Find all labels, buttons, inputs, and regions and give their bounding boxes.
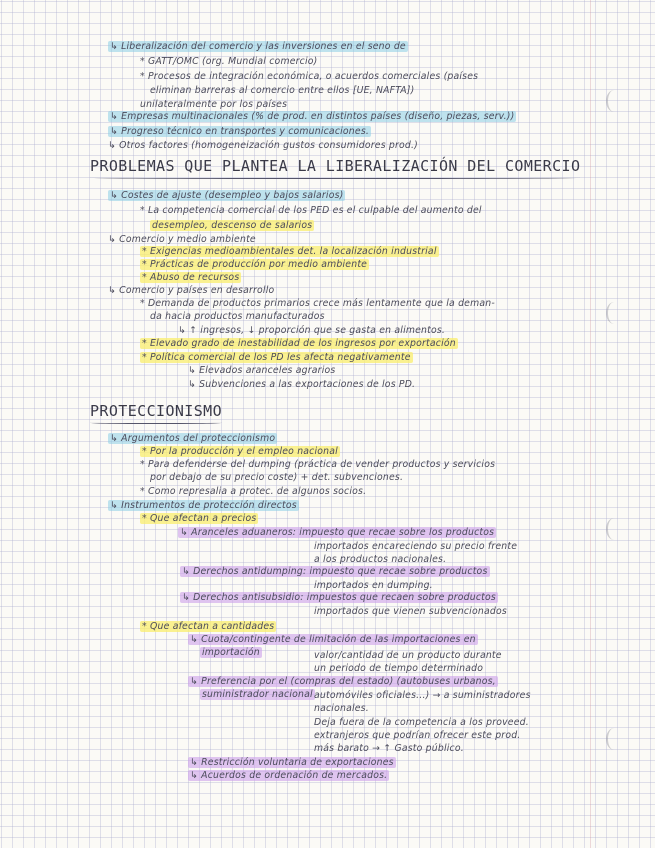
section-heading [90,403,222,419]
note-line: * Demanda de productos primarios crece más lentamente que la deman- [140,298,495,309]
note-text: desempleo, descenso de salarios [152,220,313,231]
note-line [150,220,314,231]
note-text: * Elevado grado de inestabilidad de los ingresos por exportación [142,338,456,349]
note-text: * Que afectan a precios [142,513,257,524]
note-line [188,770,389,781]
note-line [140,446,340,457]
note-line: ↳ Comercio y países en desarrollo [108,285,275,296]
note-line [140,259,369,270]
binder-hole [606,90,622,112]
note-line [140,513,258,524]
note-line: * Procesos de integración económica, o acuerdos comerciales (países [140,71,479,82]
margin-line [590,0,591,848]
note-line [140,621,276,632]
heading-underline [90,176,580,179]
note-line: da hacia productos manufacturados [150,311,325,322]
note-text: ↳ Preferencia por el (compras del estado) (autobuses urbanos, [190,676,496,687]
note-line [140,272,241,283]
note-text: ↳ Derechos antisubsidio: impuestos que recaen sobre productos [182,592,496,603]
note-text: ↳ Aranceles aduaneros: impuesto que recae sobre los productos [180,527,495,538]
note-line: a los productos nacionales. [314,554,447,565]
note-text: * Por la producción y el empleo nacional [142,446,338,457]
note-line [188,676,498,687]
note-line [140,338,458,349]
note-line: extranjeros que podrían ofrecer este prod. [314,730,521,741]
binder-hole [606,728,622,750]
note-line: eliminan barreras al comercio entre ellos [UE, NAFTA]) [150,85,415,96]
note-line: Deja fuera de la competencia a los proveed. [314,717,529,728]
heading-text: PROTECCIONISMO [90,402,223,420]
note-text: ↳ Argumentos del proteccionismo [110,433,276,444]
note-line: más barato → ↑ Gasto público. [314,743,464,754]
note-line: * La competencia comercial de los PED es el culpable del aumento del [140,205,482,216]
note-text: * Política comercial de los PD les afecta negativamente [142,352,411,363]
note-line: ↳ Progreso técnico en transportes y comunicaciones. [110,126,370,137]
note-text: * Que afectan a cantidades [142,621,275,632]
note-text: * Prácticas de producción por medio ambiente [142,259,368,270]
note-line [188,757,396,768]
heading-underline [90,421,222,424]
note-line [200,647,262,658]
note-line: ↳ Otros factores (homogeneización gustos consumidores prod.) [108,140,419,151]
note-line: importados en dumping. [314,580,433,591]
note-line: automóviles oficiales...) → a suministradores [314,690,531,701]
note-line: * GATT/OMC (org. Mundial comercio) [140,56,318,67]
note-line: * Como represalia a protec. de algunos socios. [140,486,367,497]
binder-hole [606,302,622,324]
note-text: * Exigencias medioambientales det. la localización industrial [142,246,437,257]
heading-text: PROBLEMAS QUE PLANTEA LA LIBERALIZACIÓN DEL COMERCIO [90,157,581,175]
note-text: importación [202,647,260,658]
note-line: ↳ Comercio y medio ambiente [108,234,256,245]
note-line [140,352,413,363]
note-line: unilateralmente por los países [140,99,288,110]
note-text: ↳ Instrumentos de protección directos [110,500,297,511]
note-line [180,592,498,603]
note-line: ↳ ↑ ingresos, ↓ proporción que se gasta en alimentos. [178,325,446,336]
note-line [188,634,478,645]
note-text: ↳ Cuota/contingente de limitación de las importaciones en [190,634,476,645]
note-line: ↳ Empresas multinacionales (% de prod. en distintos países (diseño, piezas, serv.)) [110,111,515,122]
section-heading [90,158,580,174]
note-text: ↳ Restricción voluntaria de exportaciones [190,757,394,768]
binder-hole [606,518,622,540]
note-text: ↳ Costes de ajuste (desempleo y bajos salarios) [110,190,344,201]
note-line: * Para defenderse del dumping (práctica de vender productos y servicios [140,459,496,470]
note-text: suministrador nacional [202,689,313,700]
note-line [108,190,345,201]
note-line [178,527,496,538]
note-line [200,689,315,700]
note-line: valor/cantidad de un producto durante [314,650,502,661]
note-line: importados encareciendo su precio frente [314,541,518,552]
note-line [140,246,439,257]
note-line: un periodo de tiempo determinado [314,663,484,674]
note-line: nacionales. [314,703,369,714]
note-line: ↳ Subvenciones a las exportaciones de los PD. [188,379,416,390]
note-line: ↳ Liberalización del comercio y las inversiones en el seno de [110,41,406,52]
note-line: importados que vienen subvencionados [314,606,507,617]
note-text: ↳ Acuerdos de ordenación de mercados. [190,770,388,781]
note-line: por debajo de su precio coste) + det. subvenciones. [150,472,404,483]
note-line [108,433,277,444]
note-line [180,566,490,577]
note-text: * Abuso de recursos [142,272,240,283]
note-line [108,500,299,511]
note-text: ↳ Derechos antidumping: impuesto que recae sobre productos [182,566,488,577]
note-line: ↳ Elevados aranceles agrarios [188,365,336,376]
